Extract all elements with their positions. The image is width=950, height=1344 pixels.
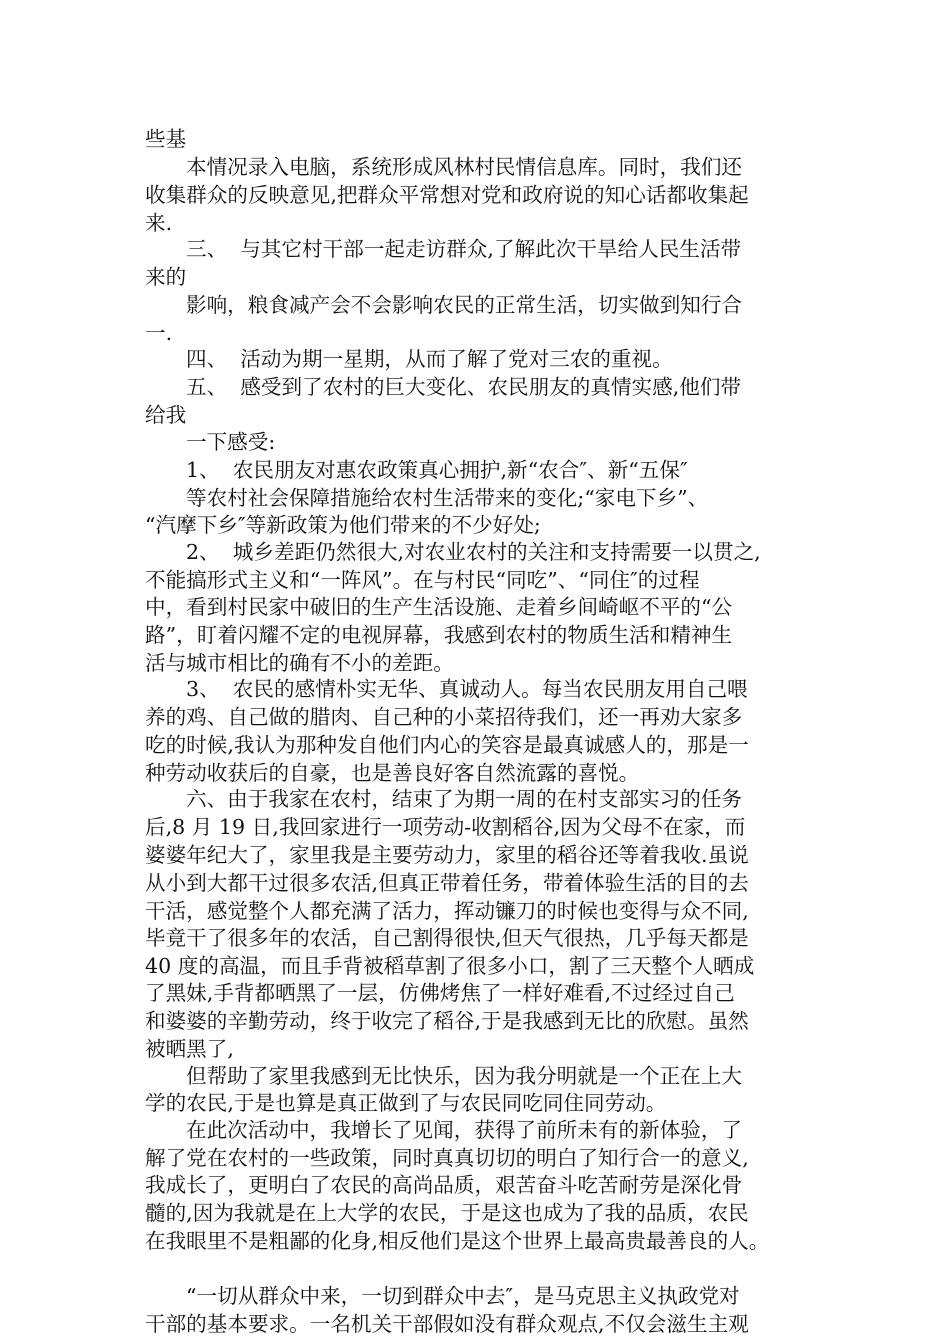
text-line: 解了党在农村的一些政策，同时真真切切的明白了知行合一的意义, bbox=[145, 1146, 749, 1170]
text-line: 40 度的高温，而且手背被稻草割了很多小口，割了三天整个人晒成 bbox=[145, 954, 755, 978]
text-line: 给我 bbox=[145, 403, 187, 427]
text-line: 不能搞形式主义和“一阵风”。在与村民“同吃”、“同住″的过程 bbox=[145, 568, 700, 592]
text-line: 等农村社会保障措施给农村生活带来的变化;“家电下乡”、 bbox=[186, 486, 709, 510]
text-line: “汽摩下乡″等新政策为他们带来的不少好处; bbox=[145, 513, 541, 537]
text-line: 活与城市相比的确有不小的差距。 bbox=[145, 651, 454, 675]
text-line: 些基 bbox=[145, 127, 187, 151]
text-line: 吃的时候,我认为那种发自他们内心的笑容是最真诚感人的，那是一 bbox=[145, 733, 749, 757]
text-line: 后,8 月 19 日,我回家进行一项劳动-收割稻谷,因为父母不在家，而 bbox=[145, 815, 746, 839]
text-line: 路”，盯着闪耀不定的电视屏幕，我感到农村的物质生活和精神生 bbox=[145, 623, 733, 647]
text-line: 本情况录入电脑，系统形成风林村民情信息库。同时，我们还 bbox=[186, 155, 743, 179]
text-line: 婆婆年纪大了，家里我是主要劳动力，家里的稻谷还等着我收.虽说 bbox=[145, 843, 749, 867]
text-line: 中，看到村民家中破旧的生产生活设施、走着乡间崎岖不平的“公 bbox=[145, 595, 733, 619]
text-line: 种劳动收获后的自豪，也是善良好客自然流露的喜悦。 bbox=[145, 761, 640, 785]
text-line: 1、 农民朋友对惠农政策真心拥护,新“农合″、新“五保″ bbox=[186, 458, 688, 482]
text-line: 学的农民,于是也算是真正做到了与农民同吃同住同劳动。 bbox=[145, 1091, 667, 1115]
text-line: 来. bbox=[145, 211, 173, 235]
text-line: 收集群众的反映意见,把群众平常想对党和政府说的知心话都收集起 bbox=[145, 183, 749, 207]
text-line: 毕竟干了很多年的农活，自己割得很快,但天气很热，几乎每天都是 bbox=[145, 926, 749, 950]
text-line: 干部的基本要求。一名机关干部假如没有群众观点,不仅会滋生主观 bbox=[145, 1312, 749, 1336]
text-line: 影响，粮食减产会不会影响农民的正常生活，切实做到知行合 bbox=[186, 293, 743, 317]
text-line: 在我眼里不是粗鄙的化身,相反他们是这个世界上最高贵最善良的人。 bbox=[145, 1229, 770, 1253]
text-line: 被晒黑了, bbox=[145, 1037, 234, 1061]
text-line: “一切从群众中来，一切到群众中去″，是马克思主义执政党对 bbox=[186, 1284, 740, 1308]
text-line: 六、由于我家在农村，结束了为期一周的在村支部实习的任务 bbox=[186, 787, 743, 811]
text-line: 一. bbox=[145, 321, 173, 345]
text-line: 三、 与其它村干部一起走访群众,了解此次干旱给人民生活带 bbox=[186, 237, 742, 261]
text-line: 从小到大都干过很多农活,但真正带着任务，带着体验生活的目的去 bbox=[145, 871, 749, 895]
text-line: 2、 城乡差距仍然很大,对农业农村的关注和支持需要一以贯之, bbox=[186, 540, 761, 564]
text-line: 但帮助了家里我感到无比快乐，因为我分明就是一个正在上大 bbox=[186, 1064, 743, 1088]
text-line: 五、 感受到了农村的巨大变化、农民朋友的真情实感,他们带 bbox=[186, 375, 742, 399]
text-line: 和婆婆的辛勤劳动，终于收完了稻谷,于是我感到无比的欣慰。虽然 bbox=[145, 1009, 749, 1033]
text-line: 在此次活动中，我增长了见闻，获得了前所未有的新体验，了 bbox=[186, 1118, 743, 1142]
text-line: 养的鸡、自己做的腊肉、自己种的小菜招待我们，还一再劝大家多 bbox=[145, 705, 743, 729]
text-line: 干活，感觉整个人都充满了活力，挥动镰刀的时候也变得与众不同, bbox=[145, 899, 749, 923]
text-line: 四、 活动为期一星期，从而了解了党对三农的重视。 bbox=[186, 347, 673, 371]
text-line: 3、 农民的感情朴实无华、真诚动人。每当农民朋友用自己喂 bbox=[186, 677, 748, 701]
text-line: 我成长了，更明白了农民的高尚品质，艰苦奋斗吃苦耐劳是深化骨 bbox=[145, 1173, 743, 1197]
text-line: 来的 bbox=[145, 265, 187, 289]
text-line: 了黑妹,手背都晒黑了一层，仿佛烤焦了一样好难看,不过经过自己 bbox=[145, 981, 735, 1005]
text-line: 髓的,因为我就是在上大学的农民，于是这也成为了我的品质，农民 bbox=[145, 1201, 749, 1225]
text-line: 一下感受: bbox=[186, 430, 276, 454]
